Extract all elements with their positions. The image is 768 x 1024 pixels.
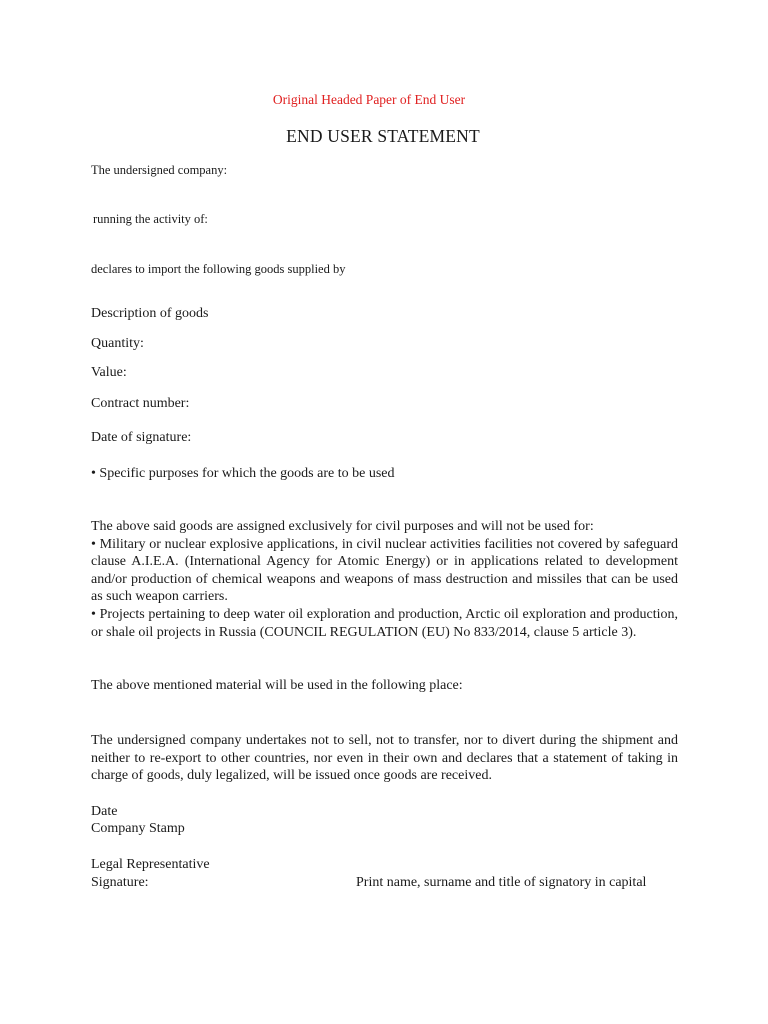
undertaking-section	[91, 732, 678, 785]
undertaking-paragraph: The undersigned company undertakes not to sell, not to transfer, nor to divert during the shipment and neither to re-export to other countries, nor even in their own and declares that a statement of taking in charge of goods, duly legalized, will be issued once goods are received.	[91, 733, 678, 784]
value-field: Value:	[91, 365, 127, 380]
legal-representative-label: Legal Representative	[91, 857, 210, 872]
headed-paper-note: Original Headed Paper of End User	[272, 92, 466, 107]
quantity-field: Quantity:	[91, 336, 144, 351]
signature-label: Signature:	[91, 875, 149, 890]
description-field: Description of goods	[91, 306, 209, 321]
oil-projects-exclusion-bullet: • Projects pertaining to deep water oil exploration and production, Arctic oil exploration and production, or shale oil projects in Russia (COUNCIL REGULATION (EU) No 833/2014, clause 5 article 3).	[91, 606, 678, 640]
date-label: Date	[91, 804, 118, 819]
document-title: END USER STATEMENT	[286, 126, 480, 146]
military-exclusion-bullet: • Military or nuclear explosive applications, in civil nuclear activities facilities not covered by safeguard clause A.I.E.A. (International Agency for Atomic Energy) or in applications related to development and/or production of chemical weapons and weapons of mass destruction and missiles that can be used as such weapon carriers.	[91, 536, 678, 605]
company-stamp-label: Company Stamp	[91, 821, 185, 836]
place-of-use-label: The above mentioned material will be used in the following place:	[91, 678, 463, 693]
contract-number-field: Contract number:	[91, 396, 190, 411]
activity-label: running the activity of:	[93, 212, 208, 226]
civil-purposes-section	[91, 518, 678, 641]
declares-label: declares to import the following goods supplied by	[91, 262, 346, 276]
date-of-signature-field: Date of signature:	[91, 430, 192, 445]
purposes-bullet: • Specific purposes for which the goods are to be used	[91, 466, 395, 481]
print-name-label: Print name, surname and title of signatory in capital	[356, 875, 647, 890]
civil-purposes-lead: The above said goods are assigned exclusively for civil purposes and will not be used for:	[91, 519, 594, 534]
undersigned-company-label: The undersigned company:	[91, 163, 228, 177]
